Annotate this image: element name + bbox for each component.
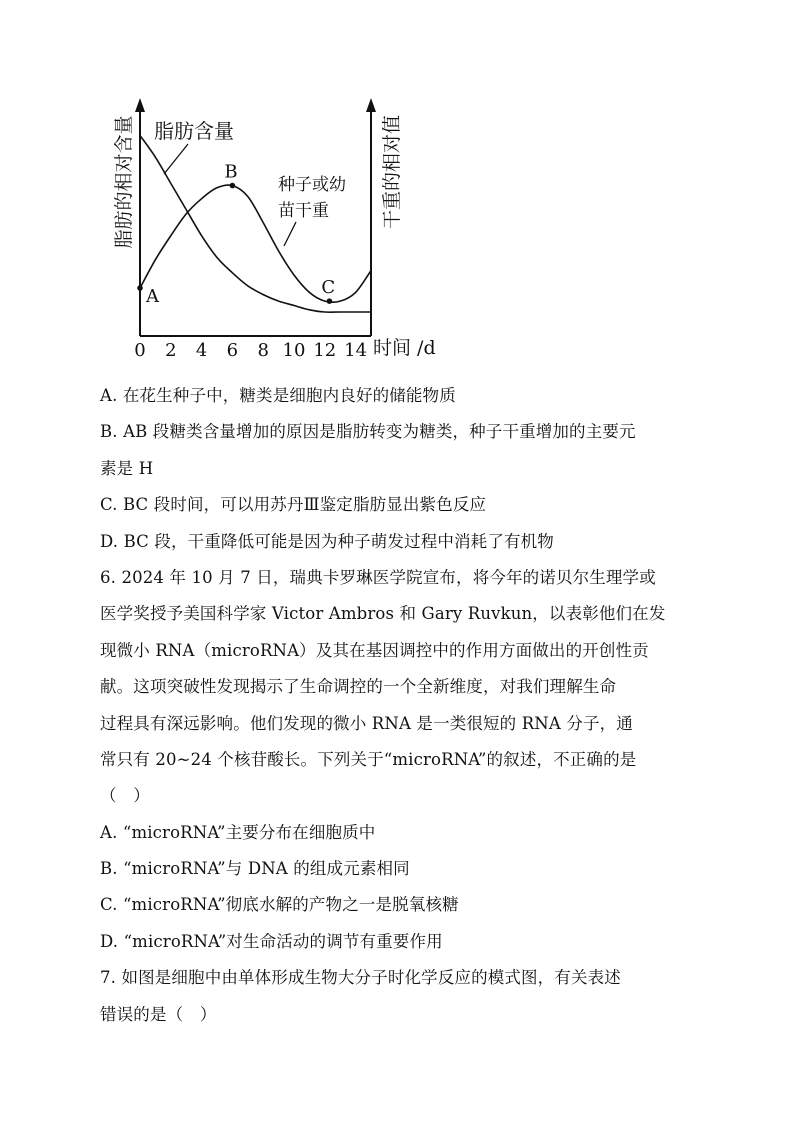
y-left-axis-label: 脂肪的相对含量	[113, 115, 135, 249]
x-tick-label: 0	[134, 340, 146, 361]
weight-curve-label-line2: 苗干重	[278, 201, 329, 221]
seed-germination-chart	[100, 88, 460, 368]
x-tick-label: 6	[226, 340, 239, 361]
option-5d: D. BC 段，干重降低可能是因为种子萌发过程中消耗了有机物	[100, 531, 554, 551]
answer-blank-6: （ ）	[100, 786, 150, 806]
y-axis-right-arrow	[366, 98, 376, 112]
option-5b-line1: B. AB 段糖类含量增加的原因是脂肪转变为糖类，种子干重增加的主要元	[100, 422, 636, 442]
weight-curve-label-line1: 种子或幼	[278, 175, 346, 195]
option-6b: B. “microRNA”与 DNA 的组成元素相同	[100, 859, 410, 879]
x-tick-label: 4	[195, 340, 208, 361]
x-tick-label: 14	[344, 340, 368, 361]
question-6-line2: 医学奖授予美国科学家 Victor Ambros 和 Gary Ruvkun，以表彰他们在发	[100, 604, 666, 624]
x-tick-label: 8	[257, 340, 269, 361]
option-5c: C. BC 段时间，可以用苏丹Ⅲ鉴定脂肪显出紫色反应	[100, 495, 487, 515]
point-b-label: B	[224, 161, 238, 183]
option-6d: D. “microRNA”对生命活动的调节有重要作用	[100, 931, 443, 951]
point-a-label: A	[146, 286, 159, 308]
x-tick-label: 2	[165, 340, 177, 361]
y-axis-left-arrow	[135, 98, 145, 112]
chart-svg	[100, 88, 460, 368]
question-7-line1: 7. 如图是细胞中由单体形成生物大分子时化学反应的模式图，有关表述	[100, 968, 621, 988]
x-tick-labels	[134, 340, 367, 361]
point-a-marker	[137, 285, 143, 291]
option-6a: A. “microRNA”主要分布在细胞质中	[100, 822, 376, 842]
x-tick-label: 10	[282, 340, 306, 361]
x-axis-label: 时间 /d	[373, 337, 436, 359]
point-c-label: C	[321, 277, 336, 299]
y-right-axis-label: 干重的相对值	[381, 114, 403, 230]
question-6-line6: 常只有 20~24 个核苷酸长。下列关于“microRNA”的叙述，不正确的是	[100, 749, 637, 769]
question-6-line3: 现微小 RNA（microRNA）及其在基因调控中的作用方面做出的开创性贡	[100, 640, 649, 660]
question-6-line5: 过程具有深远影响。他们发现的微小 RNA 是一类很短的 RNA 分子，通	[100, 713, 633, 733]
point-c-marker	[327, 298, 333, 304]
fat-content-curve	[140, 135, 371, 312]
fat-curve-label: 脂肪含量	[154, 119, 234, 143]
fat-label-leader	[164, 144, 188, 174]
option-5a: A. 在花生种子中，糖类是细胞内良好的储能物质	[100, 386, 456, 405]
option-6c: C. “microRNA”彻底水解的产物之一是脱氧核糖	[100, 895, 459, 915]
dry-weight-curve	[140, 185, 371, 302]
question-text	[100, 378, 710, 1033]
question-7-line2: 错误的是（ ）	[100, 1004, 217, 1024]
question-6-line1: 6. 2024 年 10 月 7 日，瑞典卡罗琳医学院宣布，将今年的诺贝尔生理学或	[100, 567, 656, 587]
x-tick-label: 12	[313, 340, 337, 361]
question-6-line4: 献。这项突破性发现揭示了生命调控的一个全新维度，对我们理解生命	[100, 677, 617, 697]
point-b-marker	[230, 183, 236, 189]
weight-label-leader	[284, 222, 296, 246]
option-5b-line2: 素是 H	[100, 458, 154, 478]
